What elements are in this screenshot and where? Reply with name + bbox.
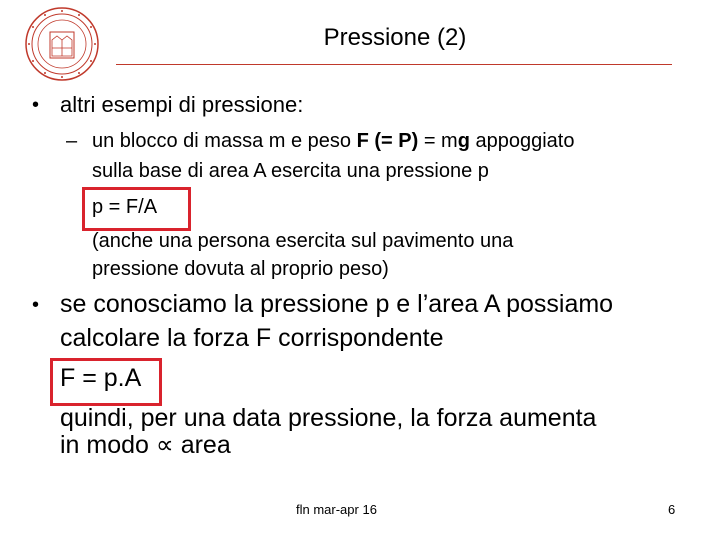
bullet1-text: altri esempi di pressione: [60, 92, 304, 117]
sub-bullet-dash: – [66, 130, 78, 152]
bullet2-line1: se conosciamo la pressione p e l’area A possiamo [60, 290, 614, 318]
sub-bullet-line5: pressione dovuta al proprio peso) [92, 258, 389, 280]
footer-course: fln mar-apr 16 [296, 502, 377, 517]
line1-bold-force: F (= P) [356, 130, 419, 152]
sub-bullet-line4: (anche una persona esercita sul pavimento una [92, 230, 514, 252]
bullet-dot: • [32, 294, 40, 316]
formula-pressure: p = F/A [92, 196, 158, 218]
sub-bullet-line1 [92, 130, 574, 153]
bullet2-line5: in modo ∝ area [60, 431, 231, 459]
line1-pre: un blocco di massa m e peso [92, 130, 357, 152]
page-number: 6 [668, 502, 676, 517]
sub-bullet-line2: sulla base di area A esercita una pressione p [92, 160, 489, 182]
line1-post: appoggiato [469, 130, 575, 152]
university-seal-logo [24, 6, 100, 82]
title-divider [116, 64, 672, 65]
line1-bold-g: g [457, 130, 470, 152]
slide-title: Pressione (2) [323, 24, 467, 51]
line1-mid: = m [418, 130, 458, 152]
bullet2-line2: calcolare la forza F corrispondente [60, 324, 444, 352]
bullet2-line4: quindi, per una data pressione, la forza aumenta [60, 404, 597, 432]
formula-force: F = p.A [60, 364, 142, 392]
bullet-dot: • [32, 94, 40, 116]
